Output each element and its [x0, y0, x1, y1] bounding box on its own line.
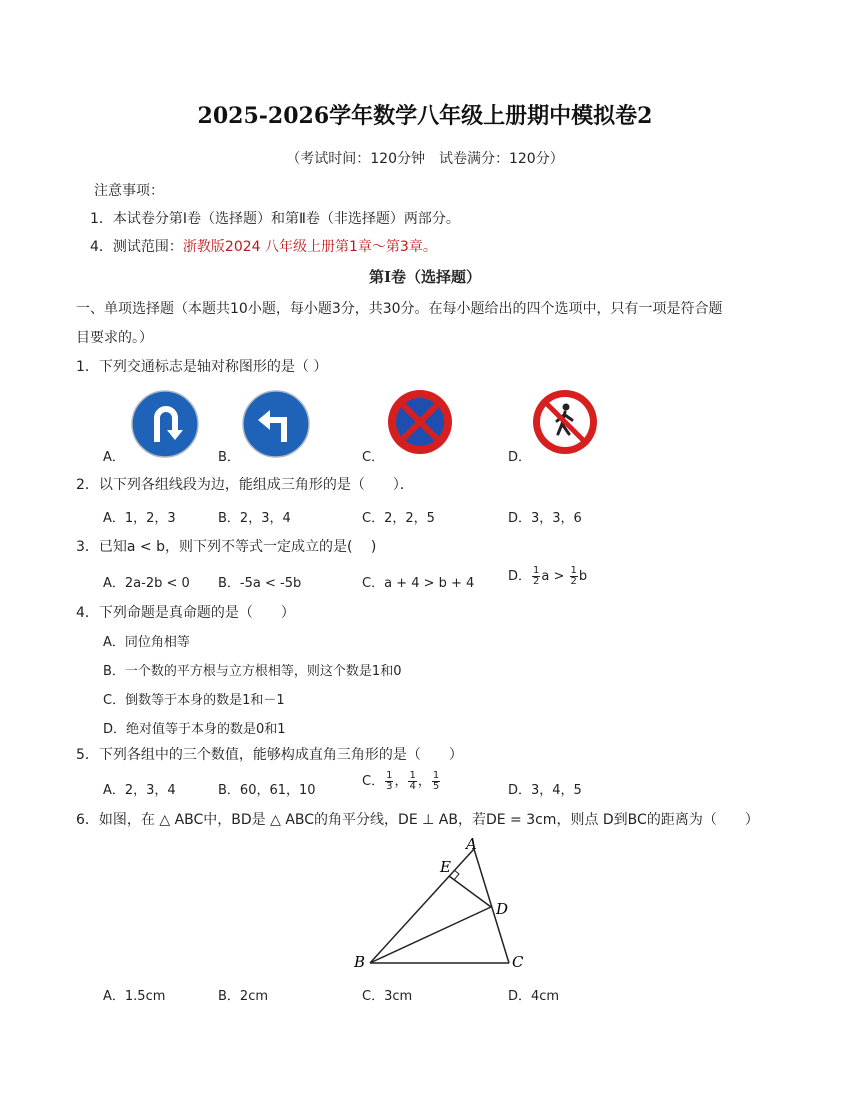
question-3-stem: 3．已知a < b，则下列不等式一定成立的是( ): [76, 539, 377, 555]
question-5-stem: 5．下列各组中的三个数值，能够构成直角三角形的是（ ）: [76, 747, 463, 763]
q2-option-b[interactable]: B．2，3，4: [218, 511, 291, 526]
q3-option-d-letter: D．: [508, 569, 532, 584]
notes-item-4: [90, 236, 437, 256]
u-turn-sign-icon: [131, 390, 199, 458]
fraction: $\frac{1}{5}$: [432, 770, 440, 792]
q5-option-b[interactable]: B．60，61，10: [218, 783, 316, 798]
left-turn-sign-icon: [242, 390, 310, 458]
notes-heading: 注意事项：: [94, 183, 164, 199]
q5-option-c-letter: C．: [362, 774, 385, 789]
q3-option-d[interactable]: D． $\frac{1}{2}$ a > $\frac{1}{2}$ b: [508, 565, 588, 587]
question-1-stem: 1．下列交通标志是轴对称图形的是（ ）: [76, 359, 328, 375]
part-intro-line2: 目要求的。）: [76, 330, 153, 346]
q3-option-c[interactable]: C．a + 4 > b + 4: [362, 576, 475, 591]
test-range: 浙教版2024 八年级上册第1章～第3章。: [182, 239, 437, 255]
q4-option-d[interactable]: D．绝对值等于本身的数是0和1: [103, 722, 286, 737]
question-4-stem: 4．下列命题是真命题的是（ ）: [76, 605, 295, 621]
q5-option-d[interactable]: D．3，4，5: [508, 783, 582, 798]
q6-option-d[interactable]: D．4cm: [508, 989, 560, 1004]
q6-option-a[interactable]: A．1.5cm: [103, 989, 166, 1004]
section-title: 第Ⅰ卷（选择题）: [368, 268, 482, 286]
q6-option-c[interactable]: C．3cm: [362, 989, 413, 1004]
part-intro-line1: 一、单项选择题（本题共10小题，每小题3分，共30分。在每小题给出的四个选项中，只有一项是符合题: [76, 301, 723, 317]
q6-option-b[interactable]: B．2cm: [218, 989, 269, 1004]
q1-option-a[interactable]: A．: [103, 450, 125, 465]
label-a: A: [466, 835, 477, 853]
q1-option-d[interactable]: D．: [508, 450, 532, 465]
notes-item-1: 1．本试卷分第Ⅰ卷（选择题）和第Ⅱ卷（非选择题）两部分。: [90, 211, 460, 227]
q2-option-a[interactable]: A．1，2，3: [103, 511, 176, 526]
fraction: $\frac{1}{2}$: [533, 565, 540, 587]
page-title: 2025-2026学年数学八年级上册期中模拟卷2: [197, 103, 653, 129]
label-c: C: [512, 953, 524, 971]
question-6-stem: 6．如图，在 △ ABC中，BD是 △ ABC的角平分线，DE ⊥ AB，若DE = 3cm，则点 D到BC的距离为（ ）: [76, 812, 759, 828]
q4-option-a[interactable]: A．同位角相等: [103, 635, 190, 650]
q5-option-a[interactable]: A．2，3，4: [103, 783, 176, 798]
q3-option-b[interactable]: B．-5a < -5b: [218, 576, 302, 591]
label-b: B: [354, 953, 366, 971]
fraction: $\frac{1}{3}$: [386, 770, 393, 792]
no-parking-sign-icon: [386, 388, 454, 456]
fraction: $\frac{1}{2}$: [570, 565, 577, 587]
q5-option-c[interactable]: C． $\frac{1}{3}$ ， $\frac{1}{4}$ ， $\frac{1}{5}$: [362, 770, 440, 792]
q3-option-a[interactable]: A．2a-2b < 0: [103, 576, 190, 591]
notes-item-4-prefix: 4．测试范围：: [90, 239, 183, 255]
label-e: E: [440, 858, 451, 876]
no-pedestrian-sign-icon: [531, 388, 599, 456]
q4-option-c[interactable]: C．倒数等于本身的数是1和－1: [103, 693, 285, 708]
exam-info: （考试时间：120分钟 试卷满分：120分）: [286, 151, 564, 167]
q1-option-c[interactable]: C．: [362, 450, 385, 465]
q4-option-b[interactable]: B．一个数的平方根与立方根相等，则这个数是1和0: [103, 664, 402, 679]
fraction: $\frac{1}{4}$: [409, 770, 416, 792]
question-2-stem: 2．以下列各组线段为边，能组成三角形的是（ ）．: [76, 477, 414, 493]
q2-option-d[interactable]: D．3，3，6: [508, 511, 582, 526]
triangle-figure: [350, 835, 540, 975]
q2-option-c[interactable]: C．2，2，5: [362, 511, 435, 526]
label-d: D: [496, 900, 509, 918]
q1-option-b[interactable]: B．: [218, 450, 240, 465]
